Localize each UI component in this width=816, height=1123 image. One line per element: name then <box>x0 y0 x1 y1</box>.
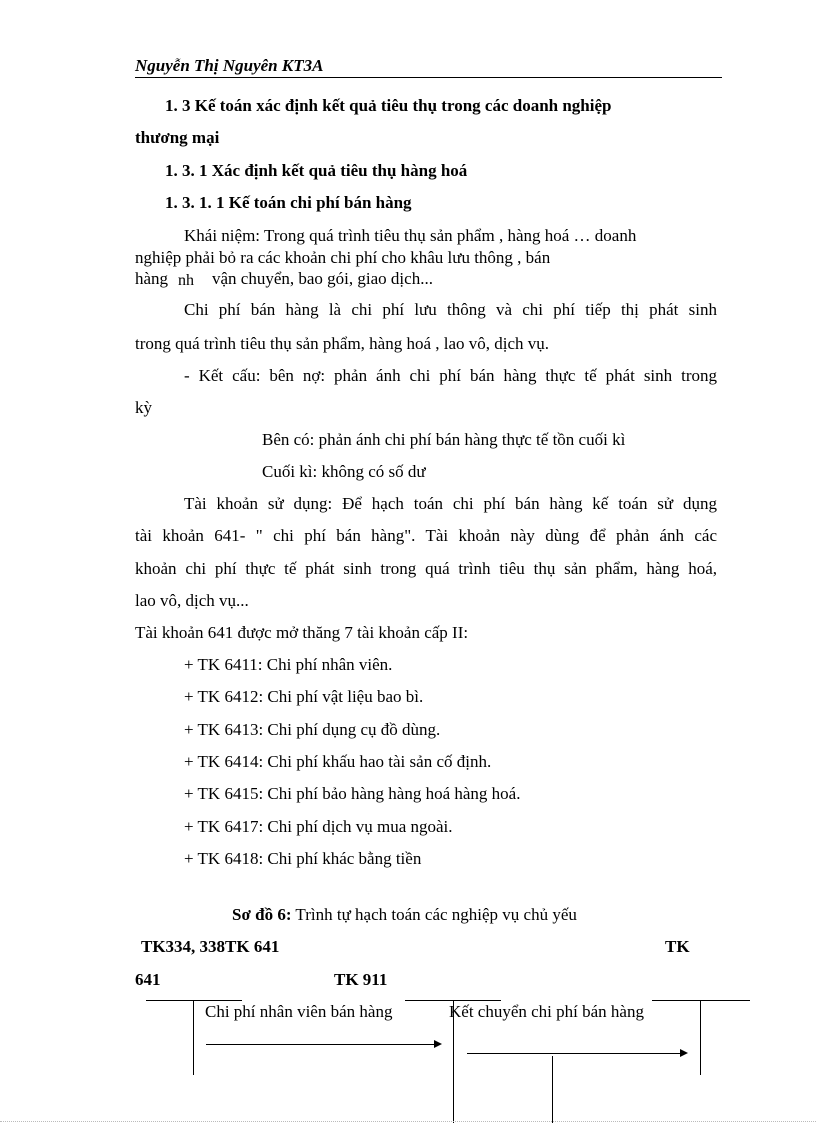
diagram-caption-text: Trình tự hạch toán các nghiệp vụ chủ yếu <box>291 905 577 924</box>
sub-account-6417: + TK 6417: Chi phí dịch vụ mua ngoài. <box>184 817 453 836</box>
account-line-4: lao vô, dịch vụ... <box>135 591 249 610</box>
sub-account-6415: + TK 6415: Chi phí bảo hàng hàng hoá hàng hoá. <box>184 784 521 803</box>
arrow-staff-cost-head <box>434 1040 442 1048</box>
structure-line-2: kỳ <box>135 398 152 417</box>
sub-account-6411: + TK 6411: Chi phí nhân viên. <box>184 655 393 674</box>
arrow-staff-cost-line <box>206 1044 436 1045</box>
definition-line-1: Chi phí bán hàng là chi phí lưu thông và chi phí tiếp thị phát sinh <box>184 300 717 319</box>
arrow-transfer-line <box>467 1053 682 1054</box>
diagram-account-tk-right: TK <box>665 937 690 956</box>
diagram-account-334-338: TK334, 338TK 641 <box>141 937 280 956</box>
sub-account-6418: + TK 6418: Chi phí khác bằng tiền <box>184 849 422 868</box>
page-bottom-border <box>0 1121 816 1122</box>
diagram-vertical-connector <box>552 1056 553 1123</box>
diagram-label-staff-cost: Chi phí nhân viên bán hàng <box>205 1002 393 1021</box>
sub-account-6414: + TK 6414: Chi phí khấu hao tài sản cố định. <box>184 752 492 771</box>
structure-line-1: - Kết cấu: bên nợ: phản ánh chi phí bán hàng thực tế phát sinh trong <box>184 366 717 385</box>
diagram-label-transfer: Kết chuyển chi phí bán hàng <box>449 1002 644 1021</box>
structure-credit: Bên có: phản ánh chi phí bán hàng thực tế tồn cuối kì <box>262 430 626 449</box>
heading-1-line-1: 1. 3 Kế toán xác định kết quả tiêu thụ trong các doanh nghiệp <box>165 96 612 115</box>
account-line-3: khoản chi phí thực tế phát sinh trong quá trình tiêu thụ sản phẩm, hàng hoá, <box>135 559 717 578</box>
structure-end: Cuối kì: không có số dư <box>262 462 426 481</box>
concept-line-3a: hàng <box>135 269 169 288</box>
heading-1-line-2: thương mại <box>135 128 220 147</box>
concept-line-3b: nh <box>178 272 194 289</box>
diagram-account-641: 641 <box>135 970 161 989</box>
concept-line-3c: vận chuyển, bao gói, giao dịch... <box>212 269 433 288</box>
diagram-caption <box>232 905 577 925</box>
page-header: Nguyễn Thị Nguyên KT3A <box>135 56 324 75</box>
sub-account-6412: + TK 6412: Chi phí vật liệu bao bì. <box>184 687 424 706</box>
diagram-account-911: TK 911 <box>334 970 388 989</box>
t-account-334-stem <box>193 1000 194 1075</box>
account-line-5: Tài khoản 641 được mở thăng 7 tài khoản cấp II: <box>135 623 469 642</box>
heading-3: 1. 3. 1. 1 Kế toán chi phí bán hàng <box>165 193 412 212</box>
account-line-1: Tài khoản sử dụng: Để hạch toán chi phí bán hàng kế toán sử dụng <box>184 494 717 513</box>
heading-2: 1. 3. 1 Xác định kết quả tiêu thụ hàng hoá <box>165 161 468 180</box>
diagram-caption-label: Sơ đồ 6: <box>232 905 292 924</box>
arrow-transfer-head <box>680 1049 688 1057</box>
header-rule <box>135 77 722 78</box>
t-account-911-top <box>652 1000 750 1001</box>
t-account-911-stem <box>700 1000 701 1075</box>
definition-line-2: trong quá trình tiêu thụ sản phẩm, hàng hoá , lao vô, dịch vụ. <box>135 334 550 353</box>
sub-account-6413: + TK 6413: Chi phí dụng cụ đồ dùng. <box>184 720 441 739</box>
concept-line-1: Khái niệm: Trong quá trình tiêu thụ sản phẩm , hàng hoá … doanh <box>184 226 637 245</box>
t-account-334-top <box>146 1000 242 1001</box>
concept-line-2: nghiệp phải bỏ ra các khoản chi phí cho khâu lưu thông , bán <box>135 248 551 267</box>
account-line-2: tài khoản 641- " chi phí bán hàng". Tài khoản này dùng để phản ánh các <box>135 526 717 545</box>
